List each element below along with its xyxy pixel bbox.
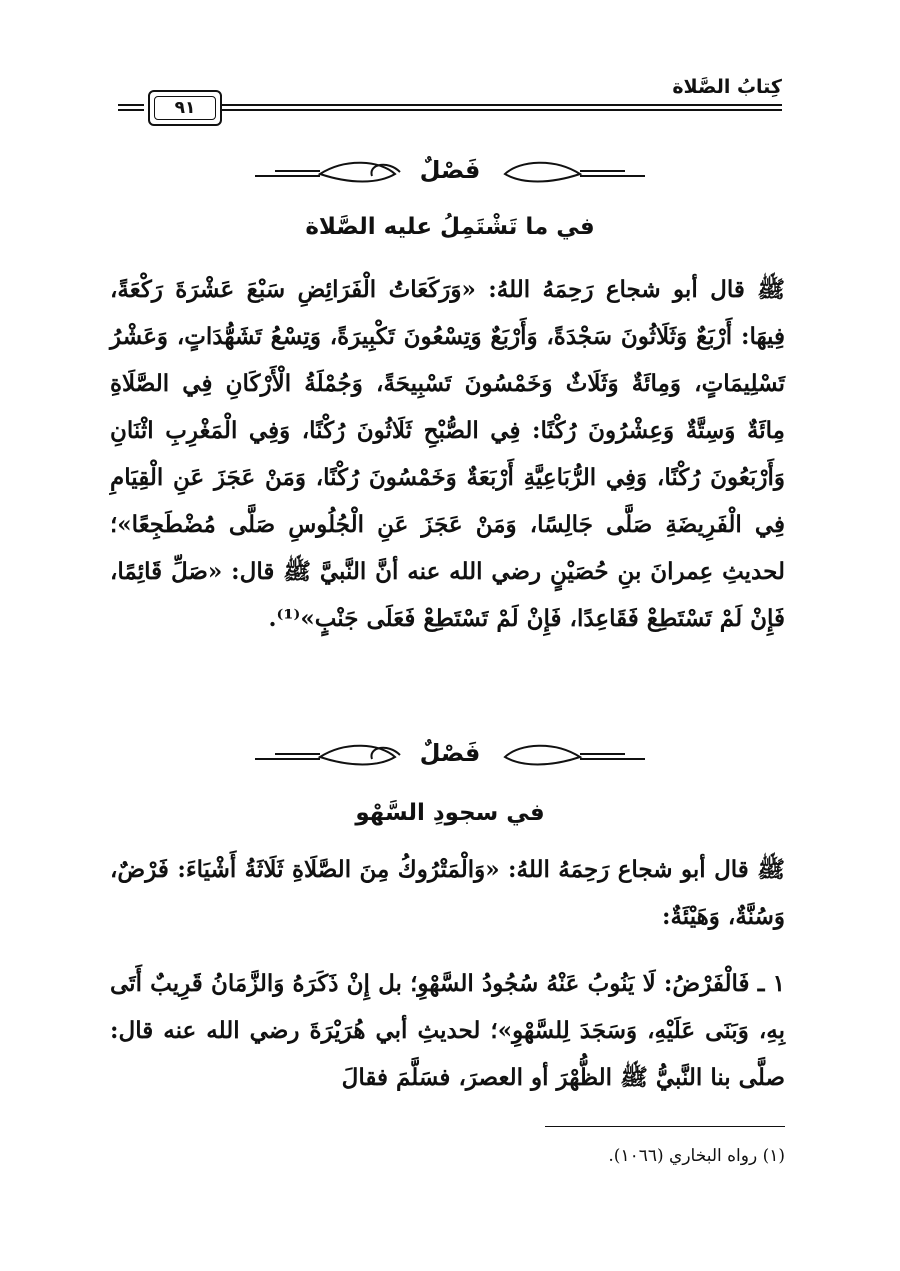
section-title: في ما تَشْتَمِلُ عليه الصَّلاة: [305, 214, 595, 240]
page-number-frame: [148, 90, 222, 126]
page-number: ٩١: [154, 96, 216, 120]
section-ornament: [250, 735, 650, 779]
header-rule: [222, 109, 782, 111]
body-paragraph: ﷺ قال أبو شجاع رَحِمَهُ اللهُ: «وَالْمَتْرُوكُ مِنَ الصَّلَاةِ ثَلَاثَةُ أَشْيَاءَ: فَرْضٌ، وَسُنَّةٌ، وَهَيْئَةٌ:: [110, 856, 785, 930]
header-rule: [118, 104, 144, 106]
section-heading: فَصْلٌ: [419, 156, 481, 184]
section-ornament: [250, 152, 650, 196]
body-paragraph: ﷺ قال أبو شجاع رَحِمَهُ اللهُ: «وَرَكَعَاتُ الْفَرَائِضِ سَبْعَ عَشْرَةَ رَكْعَةً، فِيهَا: أَرْبَعٌ وَثَلَاثُونَ سَجْدَةً، وَأَرْبَعٌ وَتِسْعُونَ تَكْبِيرَةً، وَتِسْعُ تَشَهُّدَاتٍ، وَعَشْرُ تَسْلِيمَاتٍ، وَمِائَةٌ وَثَلَاثٌ وَخَمْسُونَ تَسْبِيحَةً، وَجُمْلَةُ الْأَرْكَانِ فِي الصَّلَاةِ مِائَةٌ وَسِتَّةٌ وَعِشْرُونَ رُكْنًا: فِي الصُّبْحِ ثَلَاثُونَ رُكْنًا، وَفِي الْمَغْرِبِ اثْنَانِ وَأَرْبَعُونَ رُكْنًا، وَفِي الرُّبَاعِيَّةِ أَرْبَعَةٌ وَخَمْسُونَ رُكْنًا، وَمَنْ عَجَزَ عَنِ الْقِيَامِ فِي الْفَرِيضَةِ صَلَّى جَالِسًا، وَمَنْ عَجَزَ عَنِ الْجُلُوسِ صَلَّى مُضْطَجِعًا»؛ لحديثِ عِمرانَ بنِ حُصَيْنٍ رضي الله عنه أنَّ النَّبيَّ ﷺ قال: «صَلِّ قَائِمًا، فَإِنْ لَمْ تَسْتَطِعْ فَقَاعِدًا، فَإِنْ لَمْ تَسْتَطِعْ فَعَلَى جَنْبٍ»⁽¹⁾.: [110, 276, 785, 632]
section-heading: فَصْلٌ: [419, 739, 481, 767]
body-paragraph: ١ ـ فَالْفَرْضُ: لَا يَنُوبُ عَنْهُ سُجُودُ السَّهْوِ؛ بل إِنْ ذَكَرَهُ وَالزَّمَانُ قَرِيبٌ أَتَى بِهِ، وَبَنَى عَلَيْهِ، وَسَجَدَ لِلسَّهْوِ»؛ لحديثِ أبي هُرَيْرَةَ رضي الله عنه قال: صلَّى بنا النَّبيُّ ﷺ الظُّهْرَ أو العصرَ، فسَلَّمَ فقالَ: [110, 970, 785, 1091]
running-title: كِتابُ الصَّلاة: [672, 76, 782, 98]
section-title: في سجودِ السَّهْو: [355, 800, 545, 826]
header-rule: [118, 109, 144, 111]
footnote: (١) رواه البخاري (١٠٦٦).: [608, 1146, 785, 1166]
page-header: [118, 70, 782, 125]
footnote-rule: [545, 1126, 785, 1127]
header-rule: [222, 104, 782, 106]
